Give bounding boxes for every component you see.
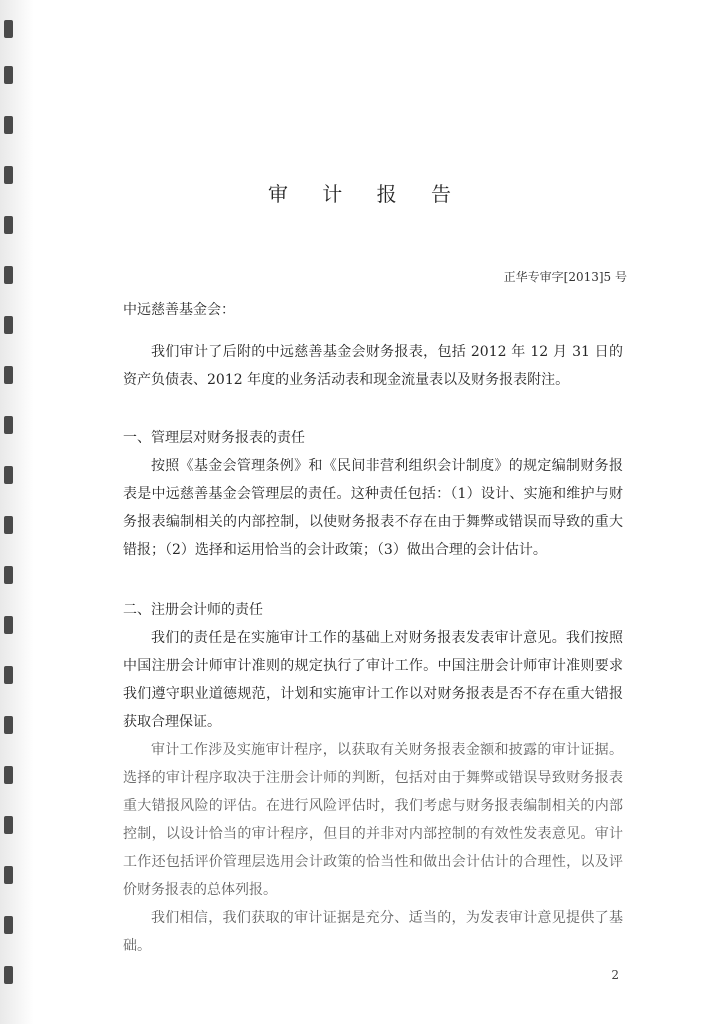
binder-hole (4, 20, 13, 38)
intro-text: 我们审计了后附的中远慈善基金会财务报表，包括 2012 年 12 月 31 日的资产负债表、2012 年度的业务活动表和现金流量表以及财务报表附注。 (123, 344, 623, 388)
section-1-heading: 一、管理层对财务报表的责任 (123, 430, 305, 446)
binder-hole (4, 566, 13, 584)
section-2-paragraph: 审计工作涉及实施审计程序，以获取有关财务报表金额和披露的审计证据。选择的审计程序取决于注册会计师的判断，包括对由于舞弊或错误导致财务报表重大错报风险的评估。在进行风险评估时，我们考虑与财务报表编制相关的内部控制，以设计恰当的审计程序，但目的并非对内部控制的有效性发表意见。审计工作还包括评价管理层选用会计政策的恰当性和做出会计估计的合理性，以及评价财务报表的总体列报。 (123, 742, 623, 898)
binder-hole (4, 866, 13, 884)
binder-hole (4, 316, 13, 334)
binder-hole (4, 666, 13, 684)
binder-hole (4, 916, 13, 934)
binder-hole (4, 466, 13, 484)
report-reference: 正华专审字[2013]5 号 (503, 270, 627, 284)
section-1-paragraph: 按照《基金会管理条例》和《民间非营利组织会计制度》的规定编制财务报表是中远慈善基金会管理层的责任。这种责任包括：（1）设计、实施和维护与财务报表编制相关的内部控制，以使财务报表不存在由于舞弊或错误而导致的重大错报；（2）选择和运用恰当的会计政策；（3）做出合理的会计估计。 (123, 458, 623, 558)
binder-hole (4, 966, 13, 984)
binder-hole (4, 366, 13, 384)
page-number: 2 (611, 968, 619, 982)
section-2-paragraph: 我们相信，我们获取的审计证据是充分、适当的，为发表审计意见提供了基础。 (123, 910, 623, 954)
binder-hole (4, 116, 13, 134)
binder-hole (4, 816, 13, 834)
salutation: 中远慈善基金会： (123, 302, 235, 318)
binder-hole (4, 616, 13, 634)
binder-hole (4, 766, 13, 784)
binder-hole (4, 416, 13, 434)
binder-hole (4, 66, 13, 84)
binder-hole (4, 266, 13, 284)
intro-paragraph (123, 338, 623, 394)
section-2-heading: 二、注册会计师的责任 (123, 602, 263, 618)
binder-hole (4, 516, 13, 534)
binder-hole (4, 716, 13, 734)
section-2-paragraph: 我们的责任是在实施审计工作的基础上对财务报表发表审计意见。我们按照中国注册会计师审计准则的规定执行了审计工作。中国注册会计师审计准则要求我们遵守职业道德规范，计划和实施审计工作以对财务报表是否不存在重大错报获取合理保证。 (123, 630, 623, 730)
section-2-body (123, 624, 623, 960)
report-title: 审 计 报 告 (267, 182, 466, 206)
binder-hole (4, 216, 13, 234)
